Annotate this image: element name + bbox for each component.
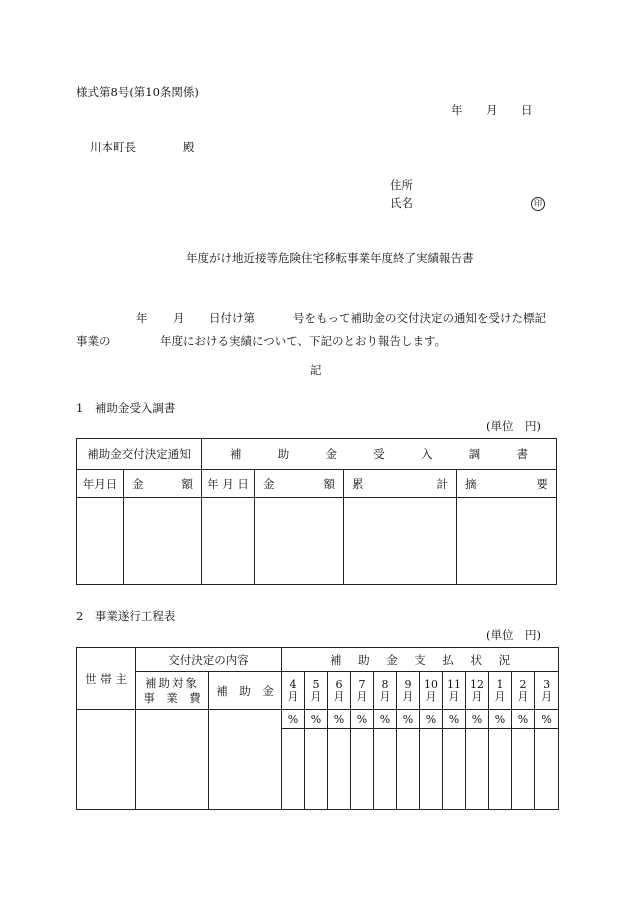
col-ymd-2 — [202, 470, 255, 498]
percent-sign: % — [379, 712, 391, 726]
seal-mark — [531, 195, 545, 211]
month-value-cell — [351, 729, 374, 810]
month-value-cell — [374, 729, 397, 810]
table-row — [77, 498, 557, 585]
payment-status-char: 払 — [442, 652, 454, 667]
month-may — [305, 672, 328, 710]
percent-sign: % — [402, 712, 414, 726]
cell-ymd-2 — [202, 498, 255, 585]
month-unit: 月 — [448, 689, 460, 703]
col-amount-1-char: 金 — [132, 476, 144, 491]
month-value-cell — [443, 729, 466, 810]
address-label: 住所 — [390, 178, 413, 192]
month-unit: 月 — [402, 689, 414, 703]
month-number: 9 — [404, 677, 412, 691]
payment-status-char: 状 — [470, 652, 482, 667]
progress-table — [76, 647, 559, 810]
addressee: 川本町長 — [90, 140, 136, 154]
household-head-label: 世 帯 主 — [85, 671, 127, 686]
col-amount-2 — [255, 470, 344, 498]
name-label: 氏名 — [390, 196, 413, 210]
month-apr — [282, 672, 305, 710]
body-line2-start: 事業の — [76, 334, 111, 348]
percent-sign: % — [310, 712, 322, 726]
month-number: 3 — [543, 677, 551, 691]
month-number: 6 — [335, 677, 343, 691]
month-unit: 月 — [356, 689, 368, 703]
month-value-cell — [535, 729, 559, 810]
month-number: 10 — [424, 677, 438, 691]
body-line1-rest: 号をもって補助金の交付決定の通知を受けた標記 — [293, 311, 546, 325]
percent-cell — [512, 710, 535, 729]
header-decision-notice-label: 補助金交付決定通知 — [87, 447, 191, 461]
section2-title: 2 事業遂行工程表 — [76, 609, 176, 623]
col-remarks-char: 摘 — [465, 476, 477, 491]
col-amount-2-char: 金 — [263, 476, 275, 491]
target-cost-header — [136, 672, 209, 710]
col-cumulative-char: 累 — [352, 476, 364, 491]
month-aug — [374, 672, 397, 710]
decision-content-header — [136, 648, 282, 672]
col-amount-1 — [124, 470, 202, 498]
month-jun — [328, 672, 351, 710]
seal-mark-text: 印 — [531, 197, 545, 211]
percent-cell — [397, 710, 420, 729]
cell-amount-2 — [255, 498, 344, 585]
document-title: 年度がけ地近接等危険住宅移転事業年度終了実績報告書 — [186, 251, 474, 265]
date-month: 月 — [486, 103, 498, 117]
month-number: 12 — [470, 677, 484, 691]
percent-sign: % — [494, 712, 506, 726]
month-number: 11 — [447, 677, 461, 691]
header-receipt-char: 金 — [325, 447, 337, 461]
month-value-cell — [397, 729, 420, 810]
percent-cell — [443, 710, 466, 729]
percent-cell — [466, 710, 489, 729]
cell-amount-1 — [124, 498, 202, 585]
month-jul — [351, 672, 374, 710]
header-receipt-char: 補 — [230, 447, 242, 461]
cell-cumulative — [344, 498, 457, 585]
header-receipt — [202, 439, 557, 470]
cell-ymd-1 — [77, 498, 124, 585]
percent-cell — [374, 710, 397, 729]
percent-sign: % — [287, 712, 299, 726]
payment-status-char: 支 — [414, 652, 426, 667]
form-number: 様式第8号(第10条関係) — [76, 85, 199, 99]
month-value-cell — [466, 729, 489, 810]
col-remarks-char: 要 — [536, 476, 548, 491]
ki-heading: 記 — [310, 363, 322, 377]
month-number: 2 — [519, 677, 527, 691]
subsidy-header — [209, 672, 282, 710]
payment-status-char: 金 — [386, 652, 398, 667]
col-amount-1-char: 額 — [181, 476, 193, 491]
cell-household-head — [77, 710, 136, 810]
percent-cell — [328, 710, 351, 729]
col-ymd-2-label: 年 月 日 — [207, 476, 249, 491]
month-unit: 月 — [310, 689, 322, 703]
month-number: 5 — [312, 677, 320, 691]
percent-sign: % — [471, 712, 483, 726]
month-value-cell — [489, 729, 512, 810]
month-jan — [489, 672, 512, 710]
percent-cell — [420, 710, 443, 729]
month-value-cell — [328, 729, 351, 810]
header-receipt-char: 受 — [373, 447, 385, 461]
month-number: 8 — [381, 677, 389, 691]
col-amount-2-char: 額 — [323, 476, 335, 491]
month-value-cell — [305, 729, 328, 810]
target-cost-label-1: 補助対象 — [145, 675, 199, 690]
payment-status-char: 補 — [330, 652, 342, 667]
month-unit: 月 — [471, 689, 483, 703]
month-feb — [512, 672, 535, 710]
header-decision-notice — [77, 439, 202, 470]
subsidy-receipt-table — [76, 438, 557, 585]
month-unit: 月 — [494, 689, 506, 703]
month-mar — [535, 672, 559, 710]
col-cumulative-char: 計 — [436, 476, 448, 491]
header-receipt-char: 調 — [468, 447, 481, 461]
body-month: 月 — [173, 311, 185, 325]
payment-status-char: 助 — [358, 652, 370, 667]
month-dec — [466, 672, 489, 710]
col-ymd-1-label: 年月日 — [82, 476, 118, 491]
month-unit: 月 — [379, 689, 391, 703]
month-oct — [420, 672, 443, 710]
percent-sign: % — [356, 712, 368, 726]
decision-content-label: 交付決定の内容 — [168, 652, 249, 667]
month-value-cell — [282, 729, 305, 810]
month-nov — [443, 672, 466, 710]
body-year: 年 — [136, 311, 148, 325]
date-day: 日 — [521, 103, 533, 117]
section1-title: 1 補助金受入調書 — [76, 401, 176, 415]
month-unit: 月 — [333, 689, 345, 703]
header-receipt-char: 入 — [421, 447, 433, 461]
honorific: 殿 — [183, 140, 195, 154]
percent-sign: % — [517, 712, 529, 726]
section1-unit: (単位 円) — [486, 419, 541, 433]
household-head-header — [77, 648, 136, 710]
header-receipt-char: 助 — [277, 447, 290, 461]
payment-status-char: 況 — [498, 652, 511, 667]
percent-cell — [282, 710, 305, 729]
col-ymd-1 — [77, 470, 124, 498]
percent-cell — [305, 710, 328, 729]
month-number: 1 — [496, 677, 504, 691]
month-value-cell — [420, 729, 443, 810]
cell-subsidy — [209, 710, 282, 810]
col-cumulative — [344, 470, 457, 498]
percent-cell — [351, 710, 374, 729]
percent-cell — [489, 710, 512, 729]
cell-target-cost — [136, 710, 209, 810]
month-number: 4 — [289, 677, 297, 691]
target-cost-label-2: 事 業 費 — [143, 690, 201, 705]
percent-sign: % — [425, 712, 437, 726]
month-number: 7 — [358, 677, 366, 691]
header-receipt-char: 書 — [516, 447, 528, 461]
month-value-cell — [512, 729, 535, 810]
percent-sign: % — [333, 712, 345, 726]
subsidy-label: 補 助 金 — [216, 683, 274, 698]
body-line2-rest: 年度における実績について、下記のとおり報告します。 — [160, 334, 447, 348]
month-unit: 月 — [287, 689, 299, 703]
cell-remarks — [457, 498, 557, 585]
month-unit: 月 — [425, 689, 437, 703]
date-year: 年 — [451, 103, 463, 117]
percent-sign: % — [448, 712, 460, 726]
month-unit: 月 — [541, 689, 553, 703]
body-date-no: 日付け第 — [209, 311, 255, 325]
month-sep — [397, 672, 420, 710]
section2-unit: (単位 円) — [486, 628, 541, 642]
col-remarks — [457, 470, 557, 498]
percent-cell — [535, 710, 559, 729]
payment-status-header — [282, 648, 559, 672]
month-unit: 月 — [517, 689, 529, 703]
percent-sign: % — [541, 712, 552, 726]
